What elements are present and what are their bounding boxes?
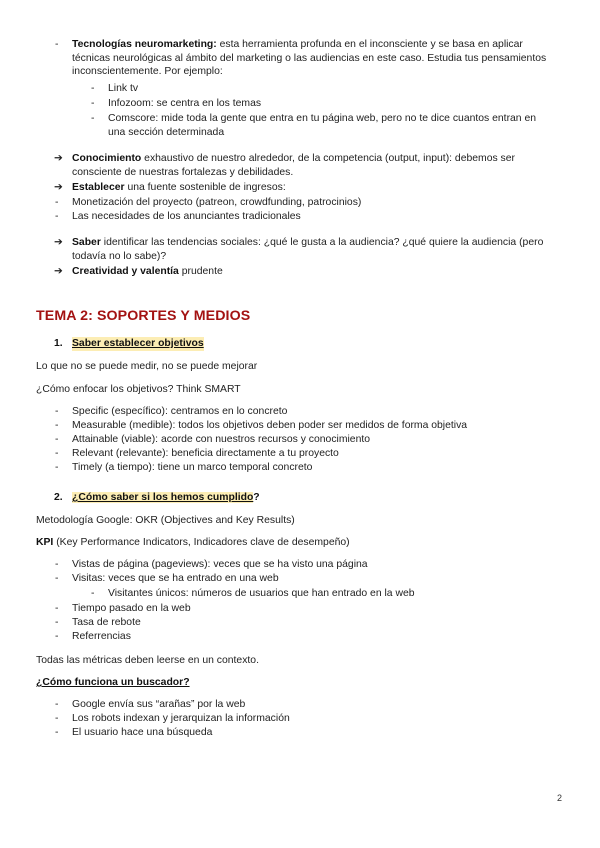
term-bold: KPI bbox=[36, 537, 54, 548]
list-item-text: El usuario hace una búsqueda bbox=[72, 727, 213, 738]
paragraph: Metodología Google: OKR (Objectives and Key Results) bbox=[36, 515, 295, 526]
list-item bbox=[55, 433, 556, 447]
sub-list-item bbox=[91, 112, 556, 139]
paragraph: Todas las métricas deben leerse en un contexto. bbox=[36, 655, 259, 666]
sub-list-text: Comscore: mide toda la gente que entra en tu página web, pero no te dice cuantos entran en una sección determinada bbox=[108, 113, 537, 138]
list-item-text: Tasa de rebote bbox=[72, 617, 141, 628]
list-item-text: Visitas: veces que se ha entrado en una web bbox=[72, 573, 279, 584]
list-item-text: una fuente sostenible de ingresos: bbox=[124, 182, 286, 193]
list-item-text: Las necesidades de los anunciantes tradicionales bbox=[72, 211, 301, 222]
term-bold: Tecnologías neuromarketing: bbox=[72, 39, 217, 50]
list-item-text: Los robots indexan y jerarquizan la información bbox=[72, 713, 290, 724]
sub-list-item bbox=[91, 97, 556, 111]
page-number: 2 bbox=[556, 793, 562, 803]
dash-marker: - bbox=[55, 448, 59, 459]
list-item-text: Relevant (relevante): beneficia directamente a tu proyecto bbox=[72, 448, 339, 459]
arrow-item bbox=[54, 236, 556, 263]
list-item-text: Tiempo pasado en la web bbox=[72, 603, 191, 614]
section-heading: TEMA 2: SOPORTES Y MEDIOS bbox=[36, 308, 251, 324]
dash-marker: - bbox=[55, 420, 59, 431]
arrow-marker: ➔ bbox=[54, 237, 63, 248]
dash-marker: - bbox=[55, 462, 59, 473]
list-item bbox=[55, 630, 556, 644]
dash-marker: - bbox=[55, 406, 59, 417]
paragraph-text: (Key Performance Indicators, Indicadores clave de desempeño) bbox=[53, 537, 350, 548]
sub-list-item bbox=[91, 587, 556, 601]
dash-marker: - bbox=[55, 713, 59, 724]
list-item-text: Monetización del proyecto (patreon, crowdfunding, patrocinios) bbox=[72, 197, 362, 208]
list-item bbox=[55, 602, 556, 616]
list-item bbox=[55, 461, 556, 475]
arrow-item bbox=[54, 265, 556, 279]
paragraph bbox=[36, 536, 564, 550]
dash-marker: - bbox=[55, 617, 59, 628]
dash-marker: - bbox=[55, 699, 59, 710]
dash-marker: - bbox=[55, 434, 59, 445]
dash-marker: - bbox=[55, 559, 59, 570]
subsection-number: 2. bbox=[54, 492, 63, 503]
list-item bbox=[55, 38, 556, 79]
subsection-title: ¿Cómo saber si los hemos cumplido bbox=[72, 492, 254, 503]
list-item bbox=[55, 419, 556, 433]
list-item bbox=[55, 196, 556, 210]
list-item-text: Measurable (medible): todos los objetivos deben poder ser medidos de forma objetiva bbox=[72, 420, 468, 431]
dash-marker: - bbox=[55, 211, 59, 222]
list-item-text: Specific (específico): centramos en lo concreto bbox=[72, 406, 288, 417]
list-item bbox=[55, 712, 556, 726]
list-item bbox=[55, 210, 556, 224]
list-item-text: Google envía sus “arañas” por la web bbox=[72, 699, 246, 710]
dash-marker: - bbox=[55, 573, 59, 584]
dash-marker: - bbox=[91, 83, 95, 94]
list-item-text: esta herramienta profunda en el inconsciente y se basa en aplicar técnicas neurológicas al ámbito del marketing o las audiencias en este caso. Estudia tus pensamientos inconscientemente. Por ejemplo: bbox=[72, 39, 547, 78]
list-item-text: prudente bbox=[178, 266, 223, 277]
paragraph: Lo que no se puede medir, no se puede mejorar bbox=[36, 361, 258, 372]
list-item-text: exhaustivo de nuestro alrededor, de la competencia (output, input): debemos ser consciente de nuestras fortalezas y debilidades. bbox=[72, 153, 515, 178]
term-bold: Conocimiento bbox=[72, 153, 142, 164]
term-bold: Establecer bbox=[72, 182, 125, 193]
term-bold: Saber bbox=[72, 237, 101, 248]
list-item bbox=[55, 558, 556, 572]
list-item-text: Vistas de página (pageviews): veces que se ha visto una página bbox=[72, 559, 368, 570]
arrow-marker: ➔ bbox=[54, 266, 63, 277]
buscador-heading bbox=[36, 676, 564, 690]
dash-marker: - bbox=[55, 631, 59, 642]
arrow-item bbox=[54, 152, 556, 179]
dash-marker: - bbox=[91, 588, 95, 599]
list-item bbox=[55, 447, 556, 461]
dash-marker: - bbox=[55, 603, 59, 614]
term-bold: Creatividad y valentía bbox=[72, 266, 179, 277]
sub-list-text: Link tv bbox=[108, 83, 139, 94]
list-item bbox=[55, 726, 556, 740]
dash-marker: - bbox=[55, 39, 59, 50]
subsection-title-suffix: ? bbox=[253, 492, 260, 503]
paragraph: ¿Cómo enfocar los objetivos? Think SMART bbox=[36, 384, 241, 395]
list-item-text: Timely (a tiempo): tiene un marco temporal concreto bbox=[72, 462, 313, 473]
list-item bbox=[55, 405, 556, 419]
subsection-number: 1. bbox=[54, 338, 63, 349]
sub-list-text: Visitantes únicos: números de usuarios que han entrado en la web bbox=[108, 588, 415, 599]
buscador-title: ¿Cómo funciona un buscador? bbox=[36, 677, 190, 688]
arrow-marker: ➔ bbox=[54, 153, 63, 164]
subsection-title: Saber establecer objetivos bbox=[72, 338, 204, 349]
sub-list-item bbox=[91, 82, 556, 96]
list-item bbox=[55, 572, 556, 586]
list-item bbox=[55, 698, 556, 712]
arrow-marker: ➔ bbox=[54, 182, 63, 193]
list-item-text: Referrencias bbox=[72, 631, 131, 642]
arrow-item bbox=[54, 181, 556, 195]
dash-marker: - bbox=[91, 113, 95, 124]
sub-list-text: Infozoom: se centra en los temas bbox=[108, 98, 262, 109]
dash-marker: - bbox=[55, 197, 59, 208]
list-item-text: identificar las tendencias sociales: ¿qué le gusta a la audiencia? ¿qué quiere la audiencia (pero todavía no lo sabe)? bbox=[72, 237, 544, 262]
list-item-text: Attainable (viable): acorde con nuestros recursos y conocimiento bbox=[72, 434, 371, 445]
dash-marker: - bbox=[91, 98, 95, 109]
list-item bbox=[55, 616, 556, 630]
dash-marker: - bbox=[55, 727, 59, 738]
